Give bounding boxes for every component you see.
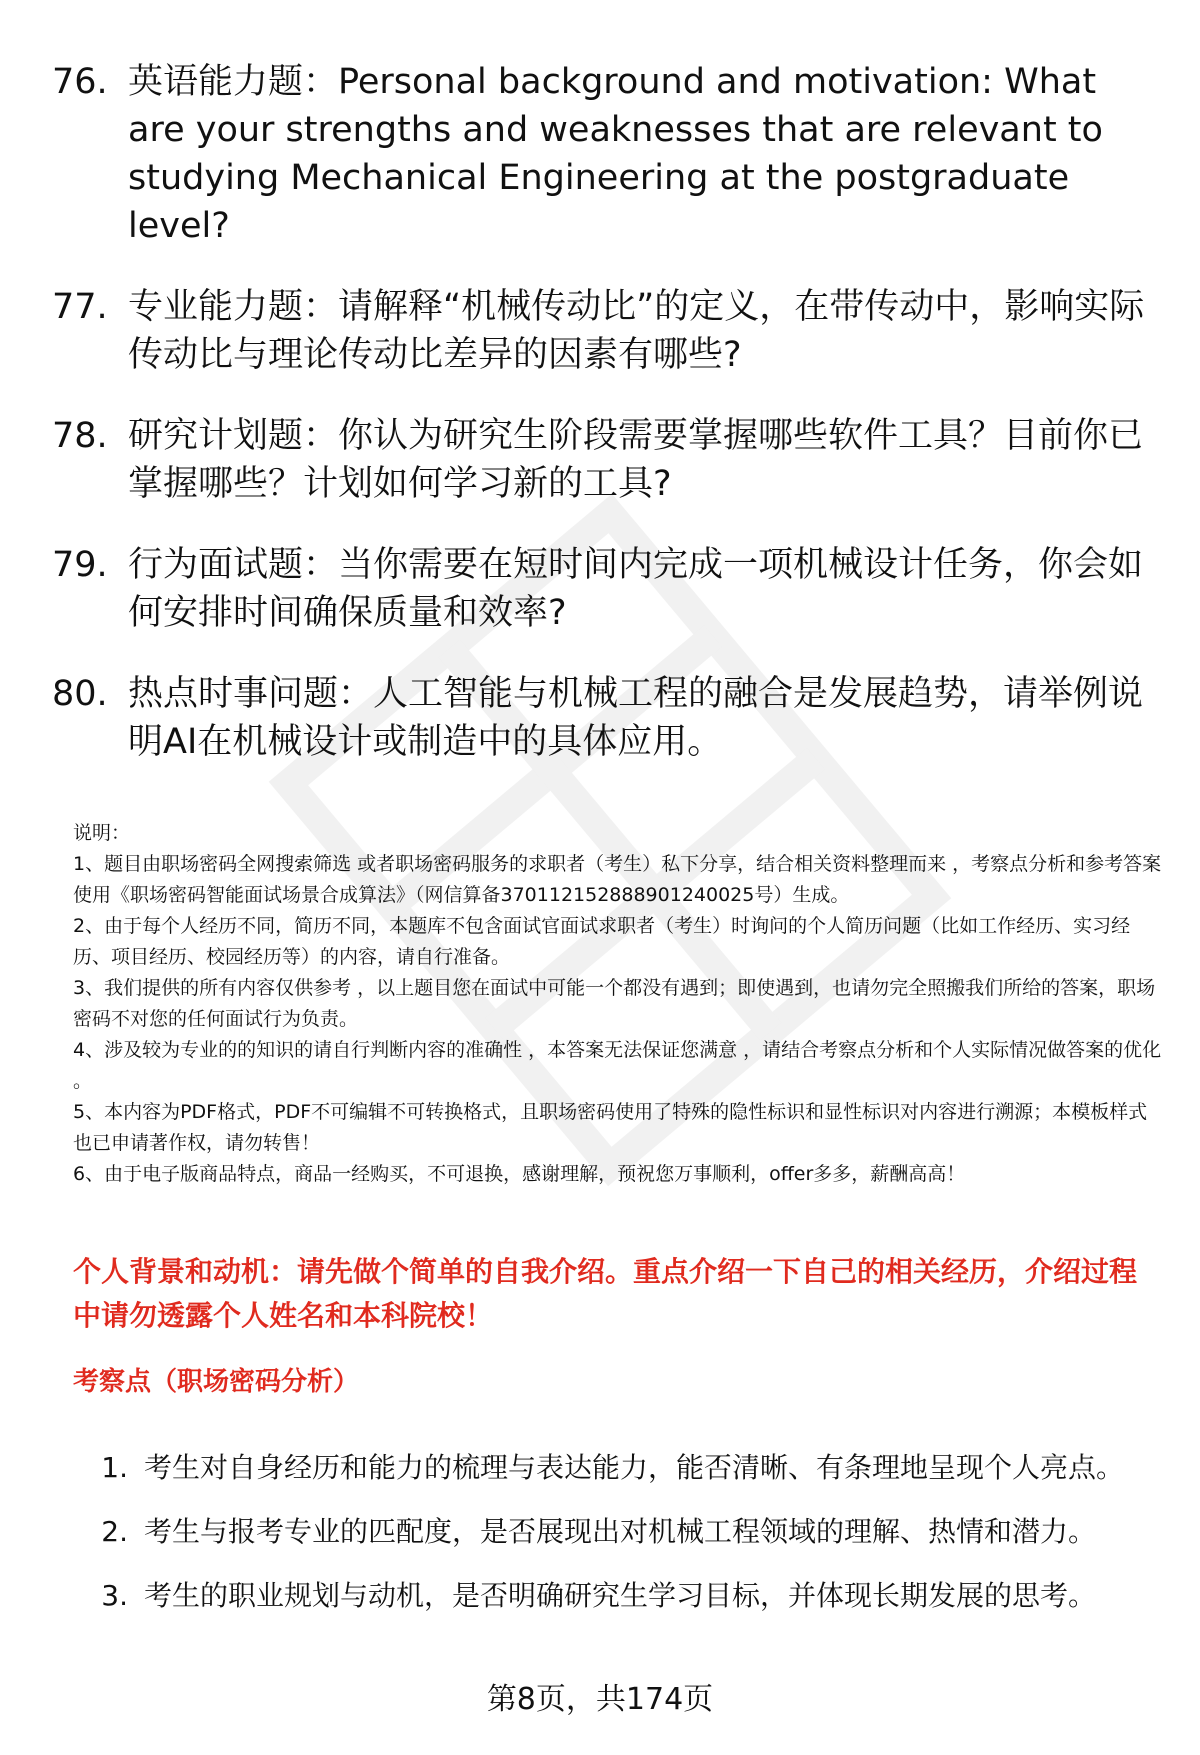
point-text: 考生的职业规划与动机，是否明确研究生学习目标，并体现长期发展的思考。 [144,1579,1097,1612]
question-item [52,58,1152,250]
question-number: 80. [52,674,108,714]
point-text: 考生对自身经历和能力的梳理与表达能力，能否清晰、有条理地呈现个人亮点。 [144,1451,1125,1484]
point-number: 3. [101,1579,128,1612]
note-item: 2、由于每个人经历不同，简历不同，本题库不包含面试官面试求职者（考生）时询问的个人简历问题（比如工作经历、实习经历、项目经历、校园经历等）的内容，请自行准备。 [73,915,1131,968]
notes-heading: 说明： [73,822,131,844]
question-item [52,412,1152,508]
analysis-title: 考察点（职场密码分析） [73,1367,360,1397]
question-number: 77. [52,287,108,327]
point-number: 2. [101,1515,128,1548]
question-text: 英语能力题：Personal background and motivation: What are your strengths and weaknesses that are relevant to studying Mechanical Engineering at the postgraduate level? [128,62,1103,246]
note-item: 6、由于电子版商品特点，商品一经购买，不可退换，感谢理解，预祝您万事顺利，offer多多，薪酬高高！ [73,1163,966,1185]
page-footer: 第8页，共174页 [486,1682,714,1717]
highlight-question: 个人背景和动机：请先做个简单的自我介绍。重点介绍一下自己的相关经历，介绍过程中请勿透露个人姓名和本科院校！ [73,1255,1138,1332]
question-item [52,283,1152,379]
question-item [52,541,1152,637]
analysis-point [82,1500,1142,1564]
notes-section [73,818,1163,1190]
point-text: 考生与报考专业的匹配度，是否展现出对机械工程领域的理解、热情和潜力。 [144,1515,1097,1548]
analysis-point [82,1436,1142,1500]
note-item: 4、涉及较为专业的的知识的请自行判断内容的准确性 ，本答案无法保证您满意 ，请结合考察点分析和个人实际情况做答案的优化 。 [73,1039,1162,1092]
question-number: 76. [52,62,108,102]
question-text: 专业能力题：请解释“机械传动比”的定义，在带传动中，影响实际传动比与理论传动比差异的因素有哪些? [128,287,1145,375]
question-text: 研究计划题：你认为研究生阶段需要掌握哪些软件工具？目前你已掌握哪些？计划如何学习新的工具? [128,416,1144,504]
analysis-points [82,1436,1142,1628]
question-item [52,670,1152,766]
analysis-point [82,1564,1142,1628]
note-item: 3、我们提供的所有内容仅供参考 ，以上题目您在面试中可能一个都没有遇到；即使遇到，也请勿完全照搬我们所给的答案，职场密码不对您的任何面试行为负责。 [73,977,1156,1030]
question-list [52,58,1152,799]
note-item: 5、本内容为PDF格式，PDF不可编辑不可转换格式，且职场密码使用了特殊的隐性标识和显性标识对内容进行溯源；本模板样式也已申请著作权，请勿转售！ [73,1101,1148,1154]
question-text: 行为面试题：当你需要在短时间内完成一项机械设计任务，你会如何安排时间确保质量和效率? [128,545,1144,633]
question-number: 79. [52,545,108,585]
note-item: 1、题目由职场密码全网搜索筛选 或者职场密码服务的求职者（考生）私下分享，结合相关资料整理而来 ，考察点分析和参考答案使用《职场密码智能面试场景合成算法》（网信算备370112152888901240025号）生成。 [73,853,1162,906]
question-text: 热点时事问题：人工智能与机械工程的融合是发展趋势，请举例说明AI在机械设计或制造中的具体应用。 [128,674,1144,762]
question-number: 78. [52,416,108,456]
point-number: 1. [101,1451,128,1484]
